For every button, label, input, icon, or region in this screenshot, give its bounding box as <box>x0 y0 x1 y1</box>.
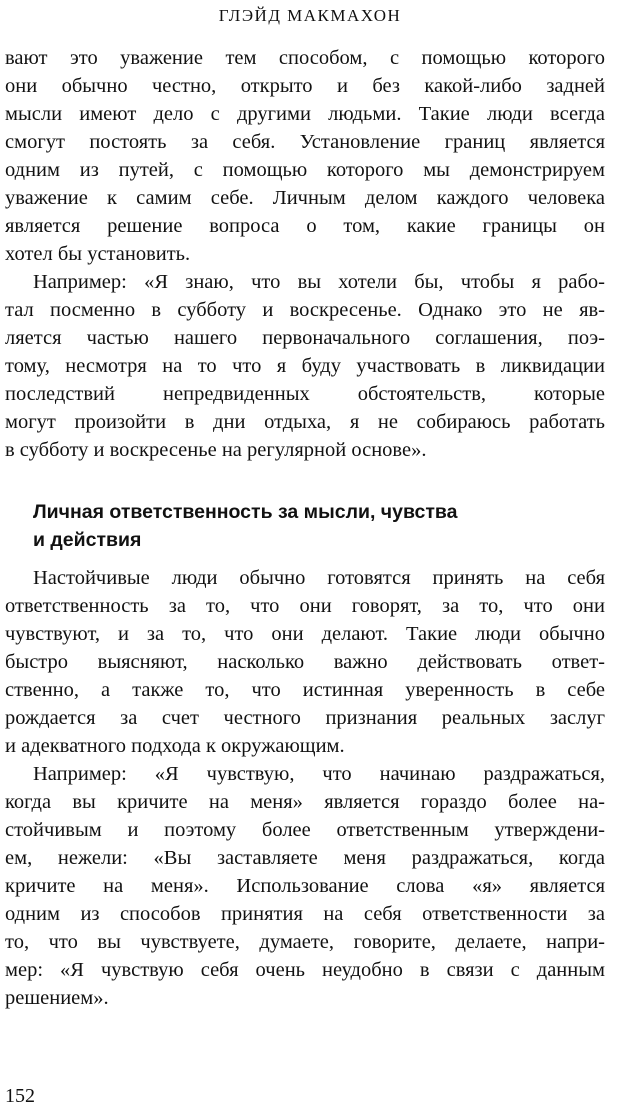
text-line: чувствуют, и за то, что они делают. Такие люди обычно <box>5 623 605 645</box>
paragraph-boundaries-continued <box>5 44 605 268</box>
text-line: мер: «Я чувствую себя очень неудобно в связи с данным <box>5 959 605 981</box>
text-line: кричите на меня». Использование слова «я» является <box>5 875 605 897</box>
paragraph-responsibility <box>5 564 605 760</box>
text-line: тому, несмотря на то что я буду участвовать в ликвидации <box>5 355 605 377</box>
text-line: Например: «Я знаю, что вы хотели бы, чтобы я рабо- <box>33 271 605 293</box>
text-line: ответственность за то, что они говорят, за то, что они <box>5 595 605 617</box>
text-line: ственно, а также то, что истинная уверенность в себе <box>5 679 605 701</box>
text-line: могут произойти в дни отдыха, я не собираюсь работать <box>5 411 605 433</box>
text-line: ляется частью нашего первоначального соглашения, поэ- <box>5 327 605 349</box>
text-line: уважение к самим себе. Личным делом каждого человека <box>5 187 605 209</box>
text-line: ем, нежели: «Вы заставляете меня раздражаться, когда <box>5 847 605 869</box>
text-line: они обычно честно, открыто и без какой-либо задней <box>5 75 605 97</box>
text-line: Например: «Я чувствую, что начинаю раздражаться, <box>33 763 605 785</box>
text-line: мысли имеют дело с другими людьми. Такие люди всегда <box>5 103 605 125</box>
text-line: Настойчивые люди обычно готовятся принять на себя <box>33 567 605 589</box>
text-line: быстро выясняют, насколько важно действовать ответ- <box>5 651 605 673</box>
text-line: когда вы кричите на меня» является гораздо более на- <box>5 791 605 813</box>
text-line: решением». <box>5 987 109 1009</box>
text-line: одним из способов принятия на себя ответственности за <box>5 903 605 925</box>
text-line: вают это уважение тем способом, с помощью которого <box>5 47 605 69</box>
page-body <box>5 44 605 1012</box>
text-line: и адекватного подхода к окружающим. <box>5 735 345 757</box>
text-line: в субботу и воскресенье на регулярной основе». <box>5 439 427 461</box>
heading-line: и действия <box>33 529 142 551</box>
text-line: смогут постоять за себя. Установление границ является <box>5 131 605 153</box>
text-line: рождается за счет честного признания реальных заслуг <box>5 707 605 729</box>
paragraph-example-feeling <box>5 760 605 1012</box>
text-line: последствий непредвиденных обстоятельств, которые <box>5 383 605 405</box>
running-head: ГЛЭЙД МАКМАХОН <box>218 6 402 25</box>
text-line: хотел бы установить. <box>5 243 191 265</box>
text-line: является решение вопроса о том, какие границы он <box>5 215 605 237</box>
text-line: тал посменно в субботу и воскресенье. Однако это не яв- <box>5 299 605 321</box>
text-line: то, что вы чувствуете, думаете, говорите, делаете, напри- <box>5 931 605 953</box>
heading-line: Личная ответственность за мысли, чувства <box>33 501 458 523</box>
page-number: 152 <box>5 1085 35 1107</box>
text-line: стойчивым и поэтому более ответственным утверждени- <box>5 819 605 841</box>
section-heading <box>5 498 605 554</box>
text-line: одним из путей, с помощью которого мы демонстрируем <box>5 159 605 181</box>
paragraph-example-weekend <box>5 268 605 464</box>
